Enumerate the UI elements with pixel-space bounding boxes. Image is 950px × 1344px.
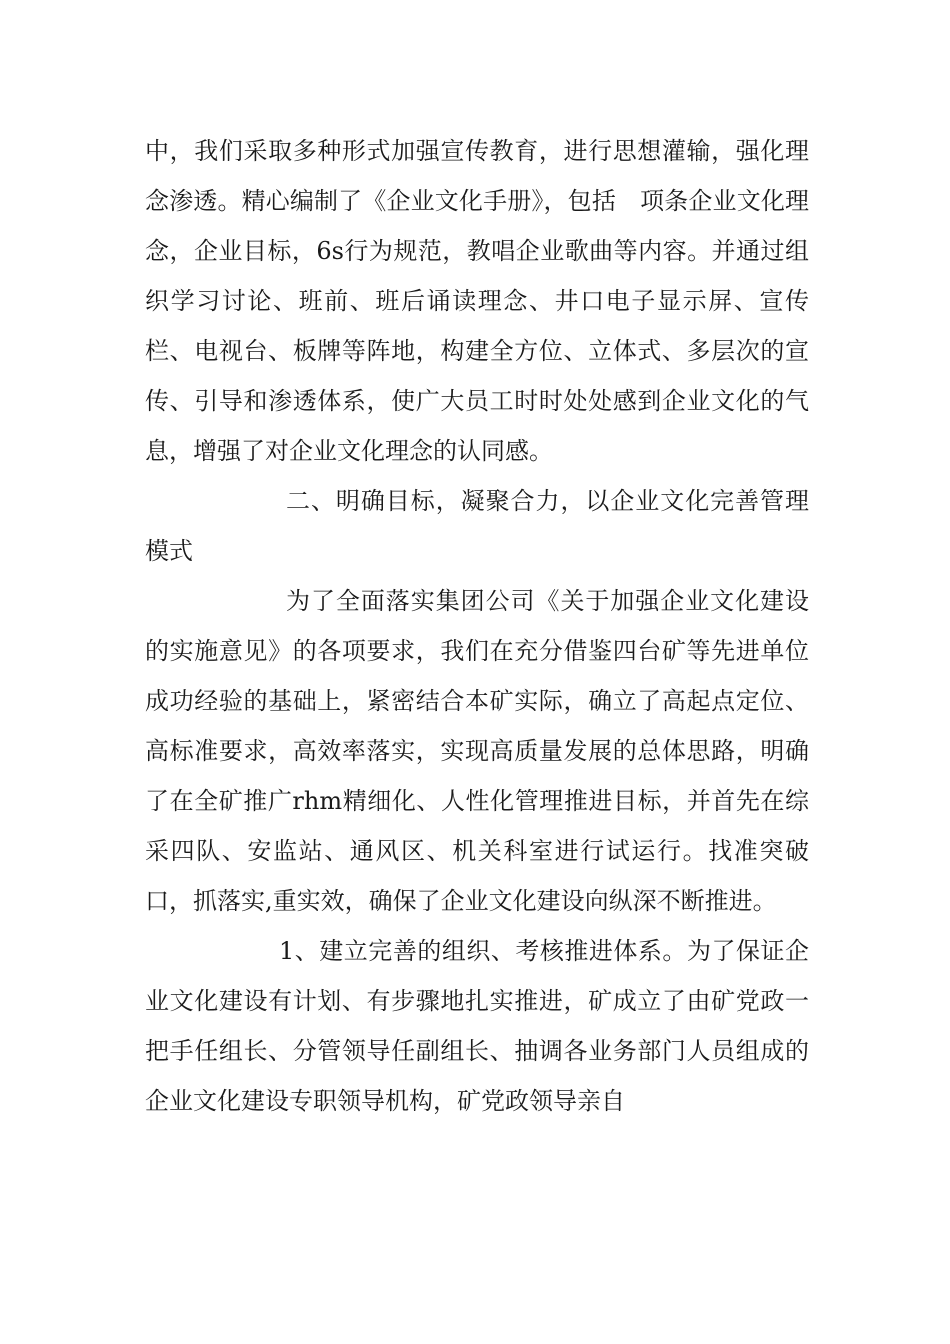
body-paragraph-propaganda: 中，我们采取多种形式加强宣传教育，进行思想灌输，强化理念渗透。精心编制了《企业文化手册》，包括 项条企业文化理念，企业目标，6s行为规范，教唱企业歌曲等内容。并通过组织学习讨论、班前、班后诵读理念、井口电子显示屏、宣传栏、电视台、板牌等阵地，构建全方位、立体式、多层次的宣传、引导和渗透体系，使广大员工时时处处感到企业文化的气息，增强了对企业文化理念的认同感。 (145, 137, 809, 465)
body-paragraph-organization: 1、建立完善的组织、考核推进体系。为了保证企业文化建设有计划、有步骤地扎实推进，矿成立了由矿党政一把手任组长、分管领导任副组长、抽调各业务部门人员组成的企业文化建设专职领导机构，矿党政领导亲自 (145, 937, 809, 1115)
section-heading-two: 二、明确目标，凝聚合力，以企业文化完善管理模式 (145, 487, 809, 565)
document-body (145, 126, 809, 1126)
body-paragraph-implementation: 为了全面落实集团公司《关于加强企业文化建设的实施意见》的各项要求，我们在充分借鉴四台矿等先进单位成功经验的基础上，紧密结合本矿实际，确立了高起点定位、高标准要求，高效率落实，实现高质量发展的总体思路，明确了在全矿推广rhm精细化、人性化管理推进目标，并首先在综采四队、安监站、通风区、机关科室进行试运行。找准突破口，抓落实,重实效，确保了企业文化建设向纵深不断推进。 (145, 587, 809, 915)
